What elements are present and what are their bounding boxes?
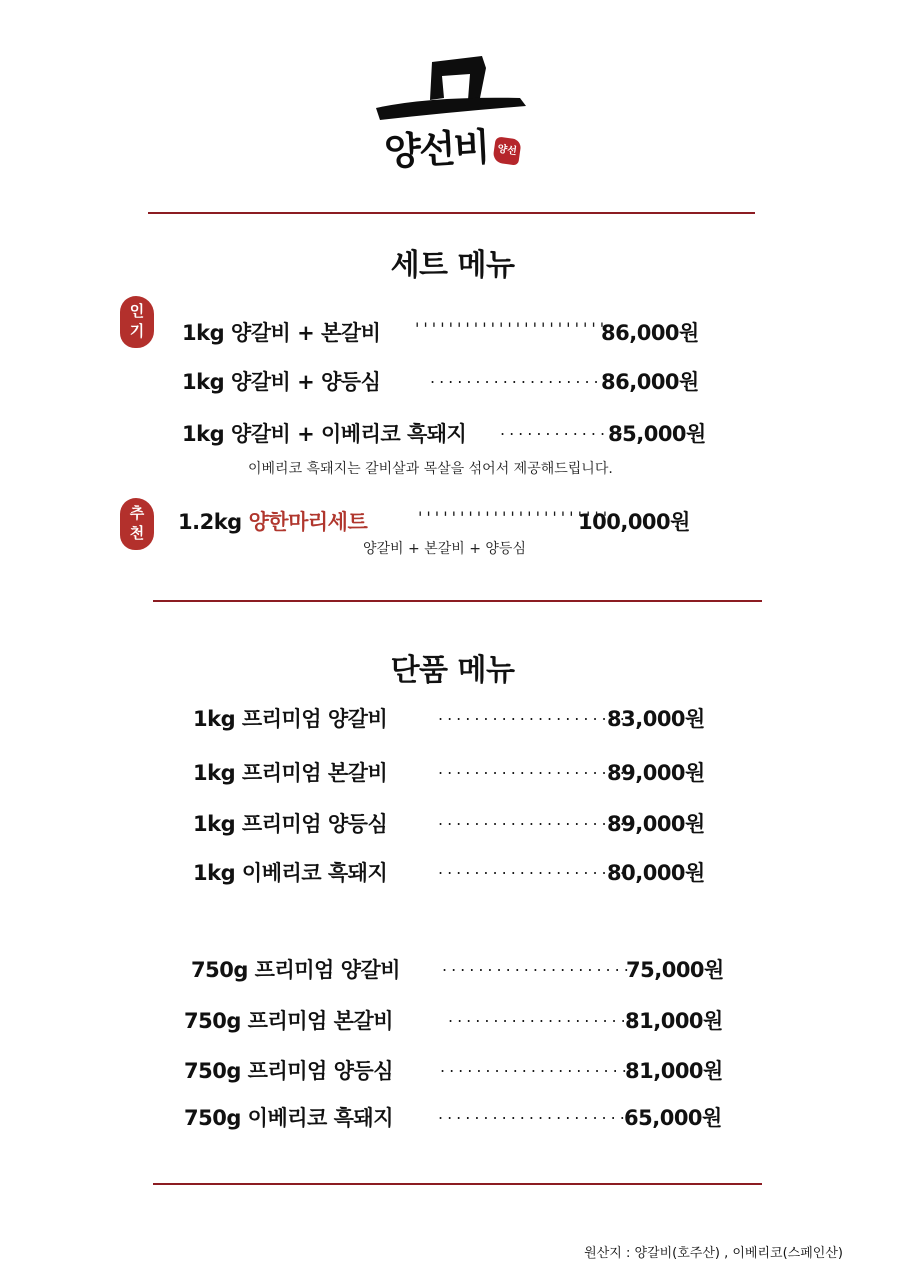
recommend-stamp-char: 천: [129, 524, 145, 542]
single-item-price: 83,000원: [607, 707, 705, 731]
popular-stamp: [120, 296, 154, 348]
single-item-name: 750g 프리미엄 본갈비: [184, 1009, 393, 1033]
dotted-leader: .....................: [448, 1007, 639, 1026]
single-item-name: 1kg 프리미엄 양갈비: [193, 707, 388, 731]
bottom-divider: [153, 1183, 762, 1185]
set-item-name: 1kg 양갈비 + 이베리코 흑돼지: [182, 422, 467, 446]
single-item-name: 1kg 프리미엄 본갈비: [193, 761, 388, 785]
set-item-note: 양갈비 + 본갈비 + 양등심: [363, 541, 526, 557]
recommend-stamp: [120, 498, 154, 550]
set-item-price: 86,000원: [601, 321, 699, 345]
set-item-accent-name: 양한마리세트: [248, 510, 368, 534]
single-item-price: 75,000원: [626, 958, 724, 982]
single-menu-title: 단품 메뉴: [390, 653, 515, 688]
top-divider: [148, 212, 755, 214]
brand-seal-stamp: 양선: [492, 136, 521, 165]
single-item-price: 80,000원: [607, 861, 705, 885]
popular-stamp-char: 인: [129, 302, 145, 320]
single-item-price: 89,000원: [607, 761, 705, 785]
set-menu-title: 세트 메뉴: [390, 248, 515, 283]
set-item-price: 100,000원: [578, 510, 690, 534]
dotted-leader: ...................: [430, 368, 603, 387]
set-item-price: 86,000원: [601, 370, 699, 394]
single-item-price: 65,000원: [624, 1106, 722, 1130]
popular-stamp-char: 기: [129, 322, 145, 340]
dotted-leader: .....................: [440, 1057, 631, 1076]
middle-divider: [153, 600, 762, 602]
origin-note: 원산지 : 양갈비(호주산) , 이베리코(스페인산): [584, 1246, 843, 1261]
set-item-name: 1kg 양갈비 + 양등심: [182, 370, 381, 394]
dotted-leader: ..............: [500, 420, 628, 439]
dotted-leader: .....................: [438, 1104, 629, 1123]
dotted-leader: .....................: [438, 705, 629, 724]
single-item-name: 750g 이베리코 흑돼지: [184, 1106, 393, 1130]
single-item-name: 1kg 프리미엄 양등심: [193, 812, 388, 836]
single-item-name: 750g 프리미엄 양갈비: [191, 958, 400, 982]
dotted-leader: .....................: [438, 810, 629, 829]
single-item-price: 81,000원: [625, 1059, 723, 1083]
dotted-leader: .....................: [438, 759, 629, 778]
single-item-name: 750g 프리미엄 양등심: [184, 1059, 393, 1083]
set-item-weight: 1.2kg: [178, 510, 249, 534]
single-item-price: 89,000원: [607, 812, 705, 836]
dotted-leader: .....................: [438, 859, 629, 878]
dotted-leader: ''''''''''''''''''''''': [418, 508, 612, 527]
single-item-name: 1kg 이베리코 흑돼지: [193, 861, 388, 885]
recommend-stamp-char: 추: [129, 504, 145, 522]
set-item-note: 이베리코 흑돼지는 갈비살과 목살을 섞어서 제공해드립니다.: [248, 461, 613, 477]
set-item-name: [178, 506, 367, 536]
dotted-leader: .....................: [442, 956, 633, 975]
set-item-price: 85,000원: [608, 422, 706, 446]
single-item-price: 81,000원: [625, 1009, 723, 1033]
set-item-name: 1kg 양갈비 + 본갈비: [182, 321, 381, 345]
dotted-leader: ''''''''''''''''''''''': [415, 319, 609, 338]
brand-logo-text: 양선비: [383, 123, 490, 175]
